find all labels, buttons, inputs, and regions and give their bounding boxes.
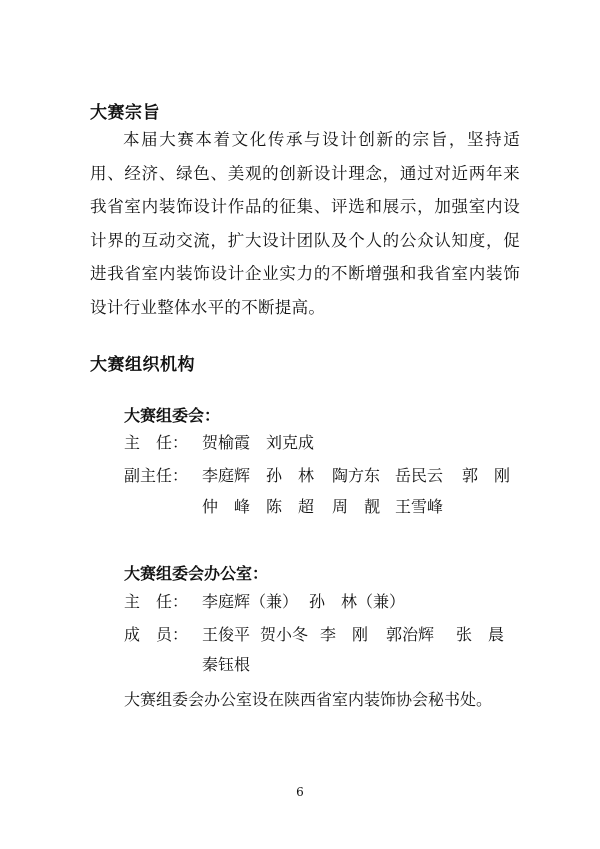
person-name: 刘克成 [266, 433, 315, 452]
person-name: 郭 刚 [462, 466, 511, 485]
purpose-heading: 大赛宗旨 [90, 103, 160, 123]
director-label: 主 任： [124, 592, 189, 611]
person-name: 孙 林 [266, 466, 315, 485]
person-name: 王雪峰 [395, 497, 444, 516]
person-name: 贺榆霞 [202, 433, 251, 452]
person-name: 王俊平 [202, 625, 251, 644]
person-name: 贺小冬 [260, 625, 309, 644]
person-name: 陈 超 [266, 497, 315, 516]
person-name: 周 靓 [332, 497, 381, 516]
office-heading: 大赛组委会办公室： [124, 564, 269, 583]
person-name: 张 晨 [456, 625, 505, 644]
person-name: 孙 林（兼） [309, 592, 406, 611]
person-name: 郭治辉 [386, 625, 435, 644]
person-name: 秦钰根 [202, 655, 251, 674]
organization-heading: 大赛组织机构 [90, 355, 195, 375]
deputy-label: 副主任： [124, 466, 189, 485]
person-name: 岳民云 [395, 466, 444, 485]
page-number: 6 [296, 785, 304, 799]
director-label: 主 任： [124, 433, 189, 452]
member-label: 成 员： [124, 625, 189, 644]
purpose-paragraph: 本届大赛本着文化传承与设计创新的宗旨，坚持适用、经济、绿色、美观的创新设计理念，通过对近两年来我省室内装饰设计作品的征集、评选和展示，加强室内设计界的互动交流，扩大设计团队及个人的公众认知度，促进我省室内装饰设计企业实力的不断增强和我省室内装饰设计行业整体水平的不断提高。 [90, 130, 520, 317]
person-name: 陶方东 [332, 466, 381, 485]
person-name: 李 刚 [320, 625, 369, 644]
person-name: 李庭辉 [202, 466, 251, 485]
committee-heading: 大赛组委会： [124, 406, 221, 425]
person-name: 仲 峰 [202, 497, 251, 516]
office-location-note: 大赛组委会办公室设在陕西省室内装饰协会秘书处。 [124, 690, 493, 709]
person-name: 李庭辉（兼） [202, 592, 299, 611]
